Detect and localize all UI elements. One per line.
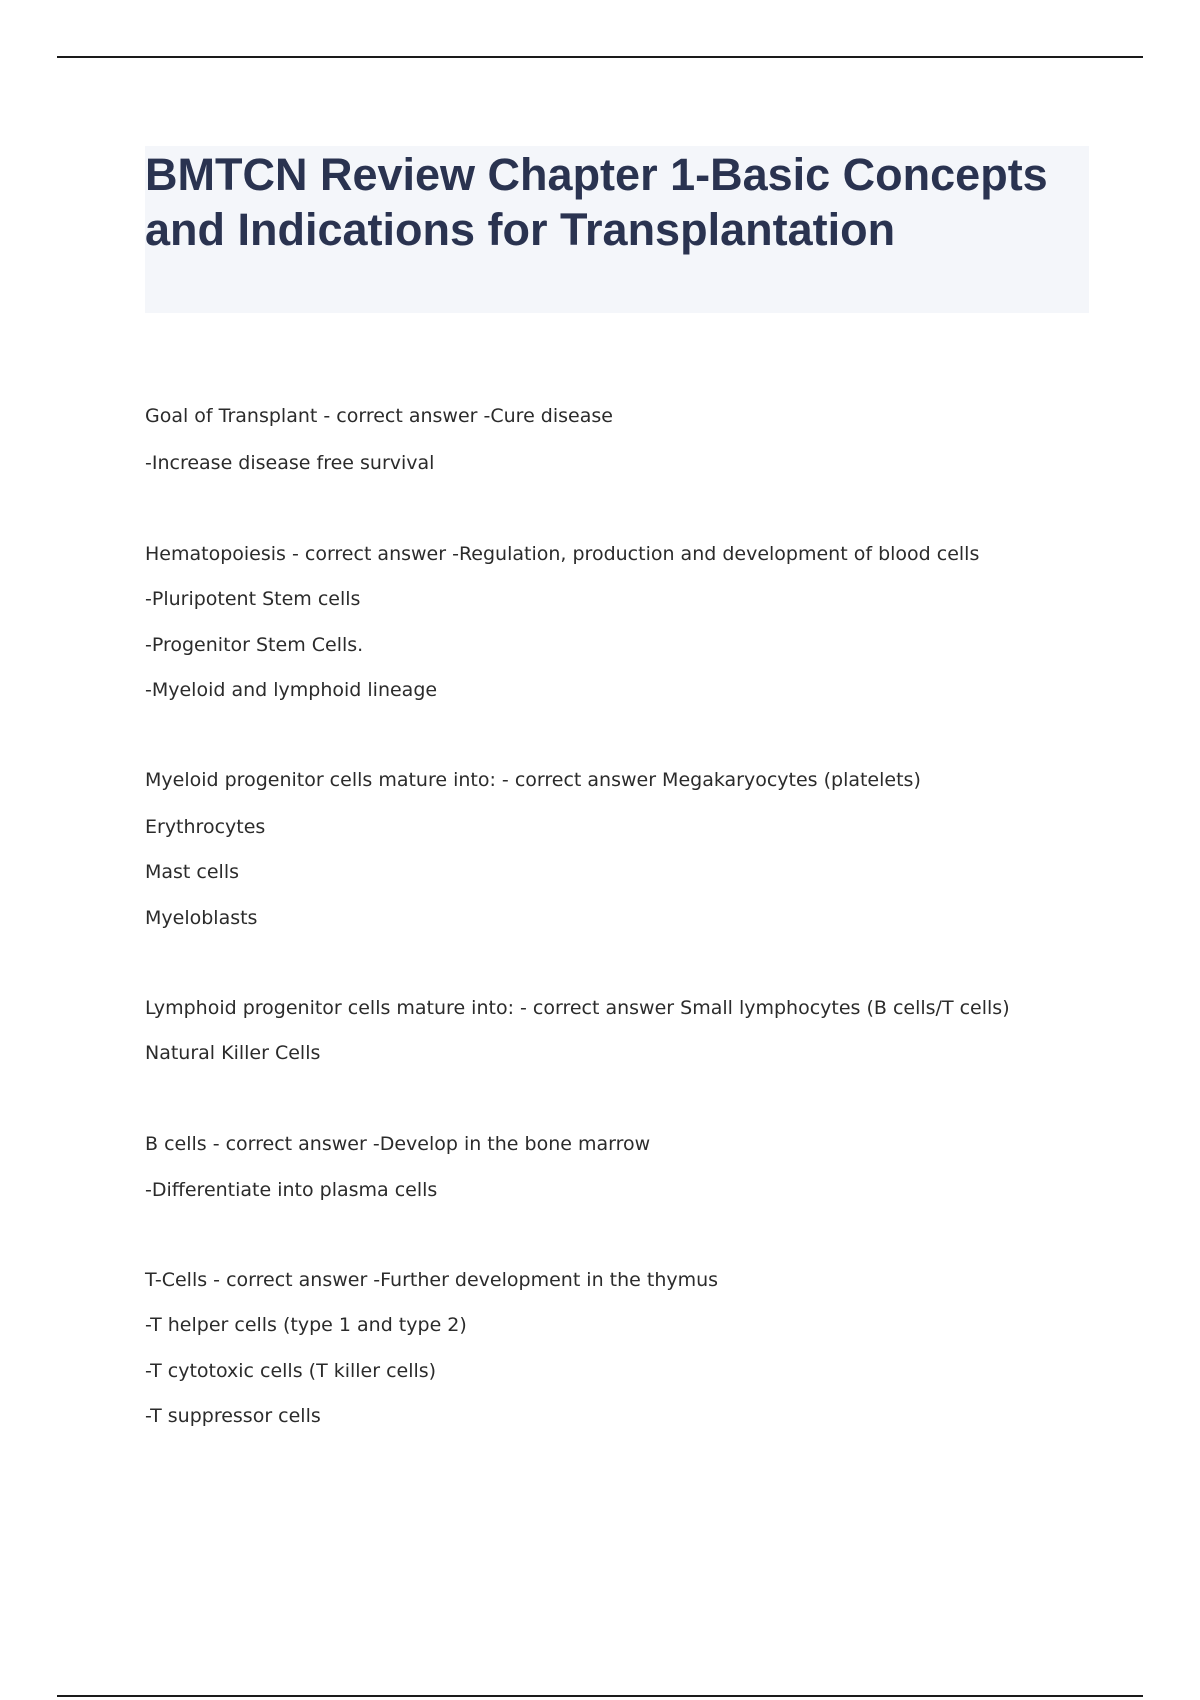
title-banner	[145, 146, 1089, 313]
document-title: BMTCN Review Chapter 1-Basic Concepts and Indications for Transplantation	[145, 149, 1048, 255]
qa-term: B cells - correct answer -Develop in the bone marrow	[145, 1133, 651, 1155]
qa-term: Goal of Transplant - correct answer -Cure disease	[145, 405, 613, 427]
qa-answer-line: Myeloblasts	[145, 907, 258, 929]
qa-term: Myeloid progenitor cells mature into: - correct answer Megakaryocytes (platelets)	[145, 769, 921, 791]
qa-answer-line: Erythrocytes	[145, 816, 266, 838]
qa-answer-line: -Pluripotent Stem cells	[145, 588, 361, 610]
qa-answer-line: Mast cells	[145, 861, 240, 883]
qa-term: Lymphoid progenitor cells mature into: - correct answer Small lymphocytes (B cells/T cells)	[145, 997, 1010, 1019]
bottom-rule	[57, 1695, 1143, 1697]
qa-answer-line: -Differentiate into plasma cells	[145, 1179, 438, 1201]
qa-answer-line: -T helper cells (type 1 and type 2)	[145, 1314, 467, 1336]
qa-answer-line: -T cytotoxic cells (T killer cells)	[145, 1360, 437, 1382]
qa-answer-line: Natural Killer Cells	[145, 1042, 321, 1064]
qa-answer-line: -T suppressor cells	[145, 1405, 321, 1427]
qa-term: Hematopoiesis - correct answer -Regulation, production and development of blood cells	[145, 543, 980, 565]
qa-term: T-Cells - correct answer -Further development in the thymus	[145, 1269, 719, 1291]
top-rule	[57, 56, 1143, 58]
qa-answer-line: -Increase disease free survival	[145, 452, 435, 474]
qa-answer-line: -Myeloid and lymphoid lineage	[145, 679, 438, 701]
qa-answer-line: -Progenitor Stem Cells.	[145, 634, 364, 656]
